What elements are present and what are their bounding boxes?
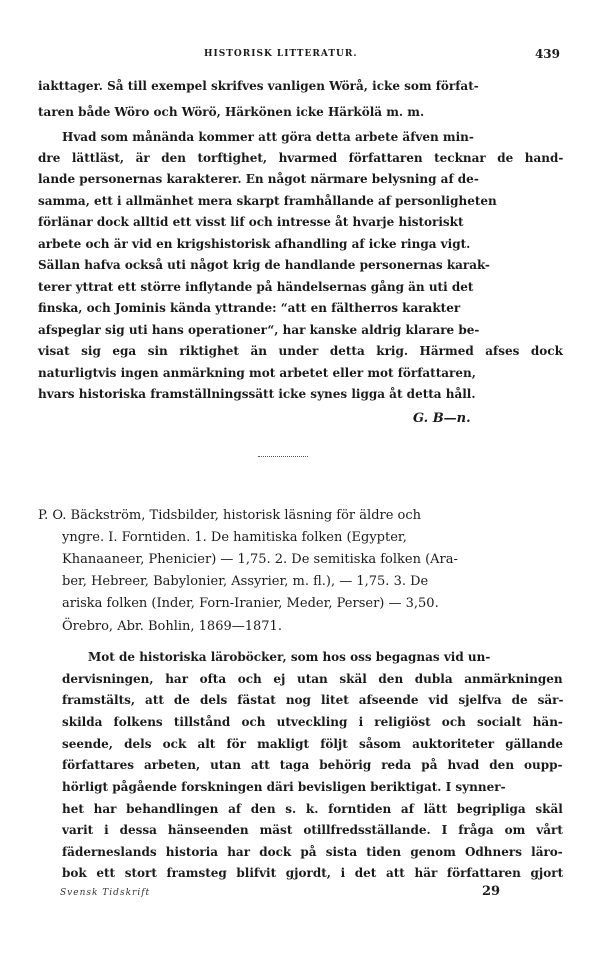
text-line: författares arbeten, utan att taga behörig reda på hvad den oupp- [62, 758, 563, 772]
text-line: skilda folkens tillstånd och utveckling i religiöst och socialt hän- [62, 715, 563, 729]
text-line: hvars historiska framställningssätt icke synes ligga åt detta håll. [38, 387, 476, 401]
text-line: Sällan hafva också uti något krig de handlande personernas karak- [38, 258, 490, 272]
text-line: framstälts, att de dels fästat nog litet afseende vid sjelfva de sär- [62, 693, 564, 707]
text-line: ber, Hebreer, Babylonier, Assyrier, m. fl.), — 1,75. 3. De [62, 574, 429, 589]
text-line: Khanaaneer, Phenicier) — 1,75. 2. De semitiska folken (Ara- [62, 552, 458, 567]
text-line: seende, dels ock alt för makligt följt såsom auktoriteter gällande [62, 737, 564, 751]
text-line: Örebro, Abr. Bohlin, 1869—1871. [62, 619, 282, 634]
signature-number: 29 [482, 884, 501, 899]
text-line: förlänar dock alltid ett visst lif och intresse åt hvarje historiskt [38, 215, 464, 229]
journal-signature-mark: Svensk Tidskrift [60, 888, 151, 898]
text-line: yngre. I. Forntiden. 1. De hamitiska folken (Egypter, [62, 530, 407, 545]
text-line: dre lättläst, är den torftighet, hvarmed författaren tecknar de hand- [38, 151, 564, 165]
reviewer-signature: G. B—n. [413, 411, 471, 426]
faint-library-stamp [400, 918, 520, 938]
text-line: bok ett stort framsteg blifvit gjordt, i det att här författaren gjort [62, 866, 564, 880]
text-line: iakttager. Så till exempel skrifves vanligen Wörå, icke som förfat- [38, 79, 479, 93]
text-line: naturligtvis ingen anmärkning mot arbetet eller mot författaren, [38, 366, 476, 380]
text-line: terer yttrat ett större inflytande på händelsernas gång än uti det [38, 280, 474, 294]
text-line: het har behandlingen af den s. k. forntiden af lätt begripliga skäl [62, 802, 563, 816]
text-line: arbete och är vid en krigshistorisk afhandling af icke ringa vigt. [38, 237, 471, 251]
text-line: Hvad som månända kommer att göra detta arbete äfven min- [62, 130, 474, 144]
text-line: ariska folken (Inder, Forn-Iranier, Meder, Perser) — 3,50. [62, 596, 439, 611]
text-line: lande personernas karakterer. En något närmare belysning af de- [38, 172, 479, 186]
running-title: HISTORISK LITTERATUR. [204, 49, 358, 59]
text-line: hörligt pågående forskningen däri bevisligen beriktigat. I synner- [62, 780, 506, 794]
text-line: samma, ett i allmänhet mera skarpt framhållande af personligheten [38, 194, 497, 208]
text-line: fäderneslands historia har dock på sista tiden genom Odhners läro- [62, 845, 563, 859]
text-line: visat sig ega sin riktighet än under detta krig. Härmed afses dock [38, 344, 563, 358]
text-line: Mot de historiska läroböcker, som hos oss begagnas vid un- [88, 650, 491, 664]
text-line: varit i dessa hänseenden mäst otillfredsställande. I fråga om vårt [62, 823, 563, 837]
page-number: 439 [534, 47, 560, 61]
text-line: taren både Wöro och Wörö, Härkönen icke Härkölä m. m. [38, 105, 425, 119]
text-line: finska, och Jominis kända yttrande: “att en fältherros karakter [38, 301, 461, 315]
text-line: dervisningen, har ofta och ej utan skäl den dubla anmärkningen [62, 672, 563, 686]
text-line: afspeglar sig uti hans operationer“, har kanske aldrig klarare be- [38, 323, 480, 337]
text-line: P. O. Bäckström, Tidsbilder, historisk läsning för äldre och [38, 508, 422, 523]
section-divider [258, 456, 308, 457]
running-header [40, 47, 560, 63]
